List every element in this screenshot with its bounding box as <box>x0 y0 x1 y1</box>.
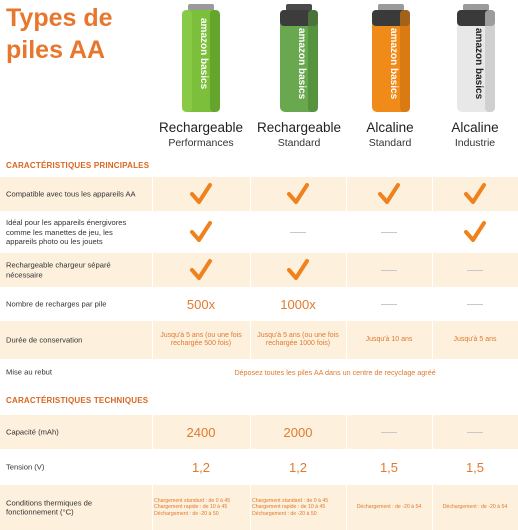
row-high-drain <box>0 211 518 253</box>
row-recharge-count <box>0 287 518 321</box>
row-thermal-conditions <box>0 485 518 530</box>
checkmark-icon <box>189 182 213 206</box>
row-rechargeable <box>0 253 518 287</box>
thermal-value: Chargement standard : de 0 à 45 Chargement rapide : de 10 à 45 Déchargement : de -20 à 50 <box>252 498 329 517</box>
row-label: Mise au rebut <box>6 367 53 377</box>
battery-performance-image <box>180 4 222 114</box>
battery-alkaline-standard-image <box>370 4 412 114</box>
dash-icon <box>381 432 397 433</box>
dash-icon <box>381 304 397 305</box>
shelf-life-value: Jusqu'à 5 ans (ou une fois rechargée 500 fois) <box>160 331 242 347</box>
checkmark-icon <box>189 220 213 244</box>
row-shelf-life <box>0 321 518 359</box>
thermal-value: Chargement standard : de 0 à 45 Chargement rapide : de 10 à 45 Déchargement : de -20 à 50 <box>154 498 231 517</box>
product-name: Rechargeable Performances <box>158 120 244 149</box>
thermal-value: Déchargement : de -20 à 54 <box>356 504 422 511</box>
recharge-count-value: 500x <box>186 296 216 312</box>
row-compatible <box>0 177 518 211</box>
product-name: Alcaline Standard <box>366 120 414 149</box>
dash-icon <box>467 432 483 433</box>
shelf-life-value: Jusqu'à 5 ans <box>453 335 497 343</box>
capacity-value: 2400 <box>186 424 216 440</box>
section-heading-main: CARACTÉRISTIQUES PRINCIPALES <box>6 161 150 170</box>
dash-icon <box>290 232 306 233</box>
voltage-value: 1,5 <box>379 459 399 475</box>
dash-icon <box>467 304 483 305</box>
product-name: Rechargeable Standard <box>256 120 342 149</box>
row-label: Tension (V) <box>6 462 45 472</box>
checkmark-icon <box>377 182 401 206</box>
recharge-count-value: 1000x <box>280 296 316 312</box>
checkmark-icon <box>286 258 310 282</box>
row-label: Capacité (mAh) <box>6 427 59 437</box>
battery-brand-label: amazon basics <box>473 28 484 100</box>
thermal-value: Déchargement : de -20 à 54 <box>442 504 508 511</box>
checkmark-icon <box>286 182 310 206</box>
row-label: Conditions thermiques de fonctionnement (°C) <box>6 498 93 517</box>
checkmark-icon <box>463 182 487 206</box>
product-name: Alcaline Industrie <box>451 120 499 149</box>
row-label: Nombre de recharges par pile <box>6 299 107 309</box>
checkmark-icon <box>189 258 213 282</box>
row-capacity <box>0 415 518 449</box>
voltage-value: 1,5 <box>465 459 485 475</box>
dash-icon <box>381 232 397 233</box>
row-voltage <box>0 449 518 485</box>
row-label: Idéal pour les appareils énergivores comme les manettes de jeu, les appareils photo ou les jouets <box>6 217 127 246</box>
row-label: Compatible avec tous les appareils AA <box>6 189 136 199</box>
page-title: Types de piles AA <box>6 4 113 64</box>
row-label: Durée de conservation <box>6 335 83 345</box>
battery-brand-label: amazon basics <box>296 28 307 100</box>
section-heading-tech: CARACTÉRISTIQUES TECHNIQUES <box>6 396 149 405</box>
dash-icon <box>467 270 483 271</box>
checkmark-icon <box>463 220 487 244</box>
shelf-life-value: Jusqu'à 10 ans <box>365 335 413 343</box>
voltage-value: 1,2 <box>288 459 308 475</box>
row-disposal <box>0 359 518 385</box>
battery-brand-label: amazon basics <box>388 28 399 100</box>
battery-alkaline-industrial-image <box>455 4 497 114</box>
dash-icon <box>381 270 397 271</box>
battery-rechargeable-standard-image <box>278 4 320 114</box>
row-label: Rechargeable chargeur séparé nécessaire <box>6 260 111 279</box>
voltage-value: 1,2 <box>191 459 211 475</box>
battery-brand-label: amazon basics <box>198 18 209 90</box>
disposal-note: Déposez toutes les piles AA dans un centre de recyclage agréé <box>234 367 436 377</box>
shelf-life-value: Jusqu'à 5 ans (ou une fois rechargée 1000 fois) <box>257 331 339 347</box>
capacity-value: 2000 <box>283 424 313 440</box>
